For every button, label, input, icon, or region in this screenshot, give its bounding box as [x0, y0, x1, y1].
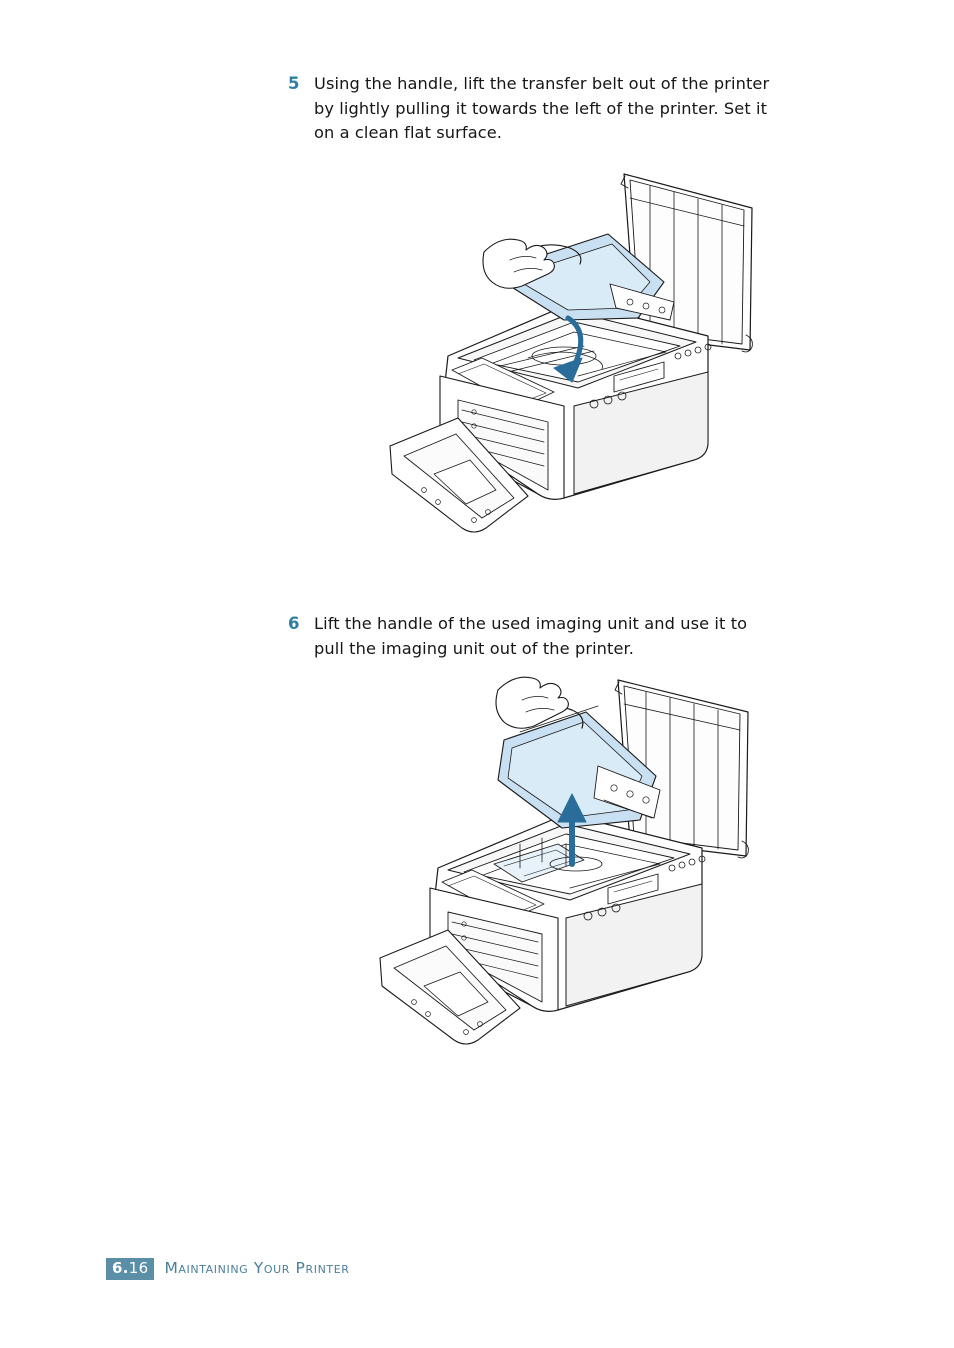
page-footer: [106, 1258, 350, 1280]
step-6: [288, 612, 774, 661]
step-6-text: Lift the handle of the used imaging unit and use it to pull the imaging unit out of the printer.: [314, 614, 748, 658]
folio-chapter: 6.: [112, 1259, 129, 1277]
footer-title: Maintaining Your Printer: [164, 1259, 350, 1277]
step-5-number: 5: [288, 74, 300, 93]
step-6-number: 6: [288, 614, 300, 633]
step-5: [288, 72, 774, 146]
figure-transfer-belt-removal: [378, 160, 758, 580]
folio-page: 16: [128, 1259, 149, 1277]
folio-number: [106, 1258, 154, 1280]
step-5-text: Using the handle, lift the transfer belt out of the printer by lightly pulling it towards the left of the printer. Set it on a clean flat surface.: [314, 74, 770, 142]
figure-imaging-unit-removal: [370, 668, 760, 1078]
